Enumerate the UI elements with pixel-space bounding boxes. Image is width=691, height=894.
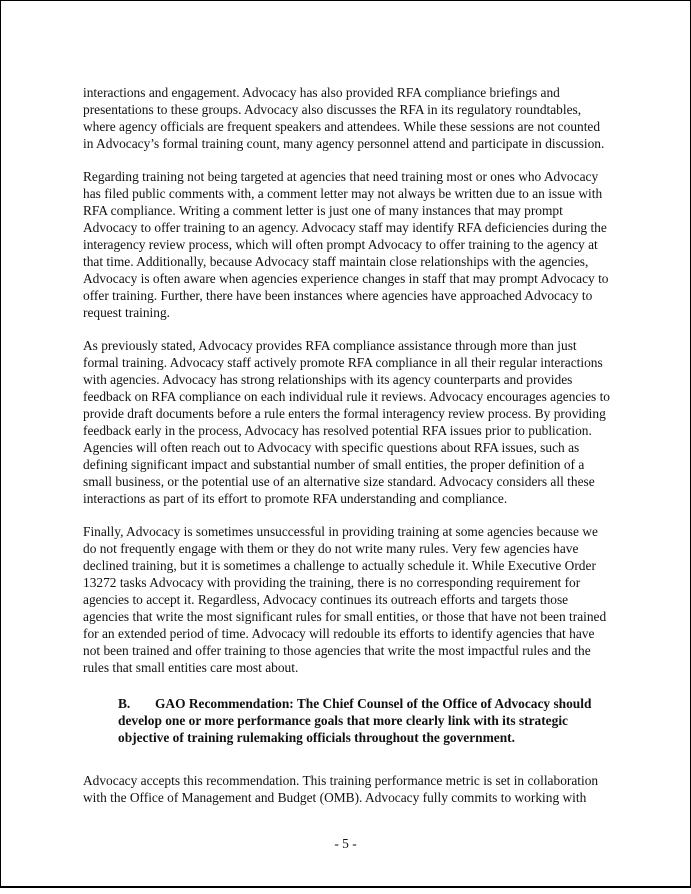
page-body	[83, 84, 613, 806]
body-paragraph-1: interactions and engagement. Advocacy has also provided RFA compliance briefings and presentations to these groups. Advocacy also discusses the RFA in its regulatory roundtables, where agency officials are frequent speakers and attendees. While these sessions are not counted in Advocacy’s formal training count, many agency personnel attend and participate in discussion.	[83, 85, 605, 151]
page-footer	[0, 835, 691, 852]
recommendation-label: B.	[118, 696, 131, 711]
closing-paragraph: Advocacy accepts this recommendation. This training performance metric is set in collaboration with the Office of Management and Budget (OMB). Advocacy fully commits to working with	[83, 773, 599, 805]
body-paragraph-2: Regarding training not being targeted at agencies that need training most or ones who Advocacy has filed public comments with, a comment letter may not always be written due to an issue with RFA compliance. Writing a comment letter is just one of many instances that may prompt Advocacy to offer training to an agency. Advocacy staff may identify RFA deficiencies during the interagency review process, which will often prompt Advocacy to offer training to the agency at that time. Additionally, because Advocacy staff maintain close relationships with the agencies, Advocacy is often aware when agencies experience changes in staff that may prompt Advocacy to offer training. Further, there have been instances where agencies have approached Advocacy to request training.	[83, 169, 609, 320]
recommendation-text: GAO Recommendation: The Chief Counsel of the Office of Advocacy should develop one or more performance goals that more clearly link with its strategic objective of training rulemaking officials throughout the government.	[118, 696, 592, 745]
body-paragraph-4: Finally, Advocacy is sometimes unsuccessful in providing training at some agencies because we do not frequently engage with them or they do not write many rules. Very few agencies have declined training, but it is sometimes a challenge to actually schedule it. While Executive Order 13272 tasks Advocacy with providing the training, there is no corresponding requirement for agencies to accept it. Regardless, Advocacy continues its outreach efforts and targets those agencies that write the most significant rules for small entities, or those that have not been trained for an extended period of time. Advocacy will redouble its efforts to identify agencies that have not been trained and offer training to those agencies that write the most impactful rules and the rules that small entities care most about.	[83, 524, 607, 675]
page-number: - 5 -	[334, 836, 357, 851]
body-paragraph-3: As previously stated, Advocacy provides RFA compliance assistance through more than just formal training. Advocacy staff actively promote RFA compliance in all their regular interactions with agencies. Advocacy has strong relationships with its agency counterparts and provides feedback on RFA compliance on each individual rule it reviews. Advocacy encourages agencies to provide draft documents before a rule enters the formal interagency review process. By providing feedback early in the process, Advocacy has resolved potential RFA issues prior to publication. Agencies will often reach out to Advocacy with specific questions about RFA issues, such as defining significant impact and substantial number of small entities, the proper definition of a small business, or the potential use of an alternative size standard. Advocacy considers all these interactions as part of its effort to promote RFA understanding and compliance.	[83, 338, 611, 506]
gao-recommendation-heading	[83, 695, 613, 746]
